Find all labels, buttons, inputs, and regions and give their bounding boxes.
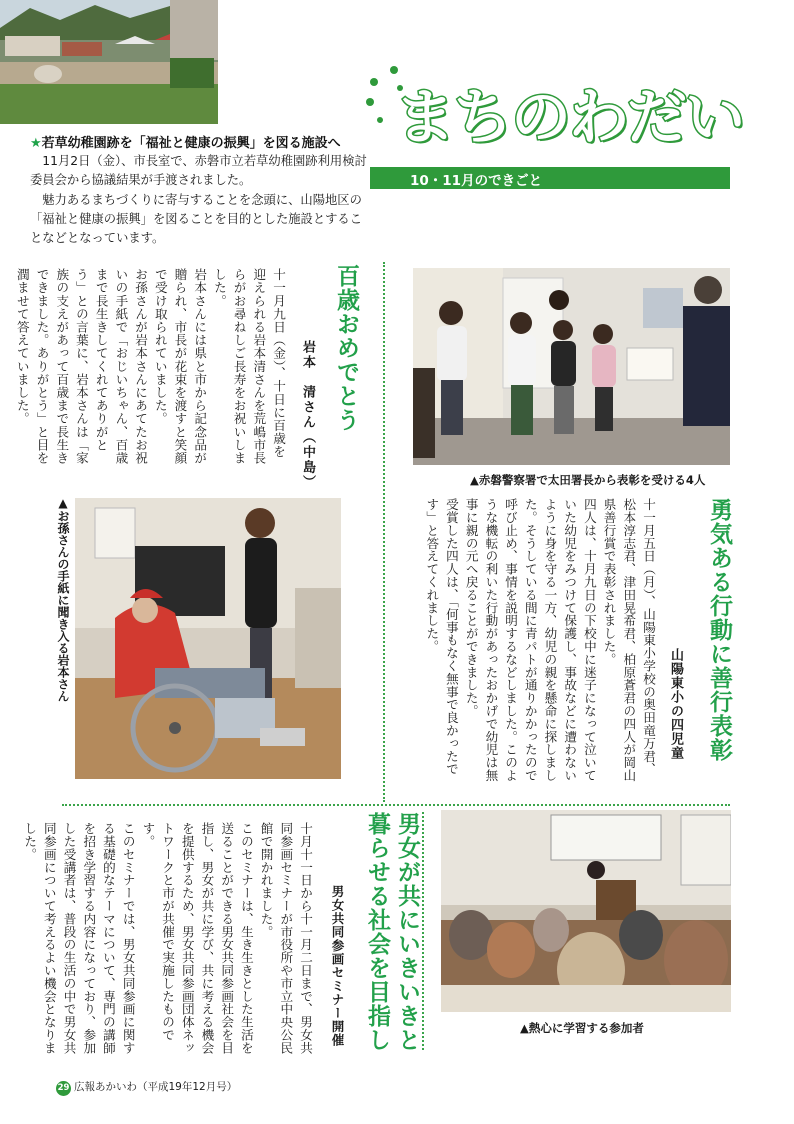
star-icon: ★ <box>30 136 42 151</box>
date-bar <box>370 167 730 189</box>
centenarian-photo <box>75 498 341 779</box>
centenarian-photo-caption: ▲お孫さんの手紙に聞き入る岩本さん <box>56 496 70 702</box>
centenarian-article-body <box>14 268 288 468</box>
column-divider <box>422 812 424 1050</box>
award-photo <box>413 268 730 465</box>
gooddeed-paragraph: 十一月五日（月）、山陽東小学校の奥田竜万君、松本淳志君、津田晃希君、柏原蒼君の四人が岡山県善行賞で表彰されました。 <box>601 498 656 782</box>
equality-article-body <box>22 822 315 1062</box>
seminar-photo <box>441 810 731 1012</box>
equality-title <box>362 812 422 1052</box>
equality-paragraph: 十月十一日から十一月二日まで、男女共同参画セミナーが市役所や市立中央公民館で開かれました。 <box>258 822 313 1055</box>
centenarian-subtitle: 岩本 清さん（中島） <box>300 340 315 490</box>
centenarian-paragraph: お孫さんが岩本さんにあてたお祝いの手紙で「おじいちゃん、百歳まで長生きしてくれてありがとう」との言葉に、岩本さんは「家族の支えがあって百歳まで長生きできました。ありがとう」と目を潤ませて答えていました。 <box>14 268 149 465</box>
centenarian-paragraph: 岩本さんには県と市から記念品が贈られ、市長が花束を渡すと笑顔で受け取られていました。 <box>152 268 208 465</box>
gooddeed-article-body <box>414 498 658 788</box>
gooddeed-title: 勇気ある行動に善行表彰 <box>706 498 732 762</box>
kindergarten-headline: ★若草幼稚園跡を「福祉と健康の振興」を図る施設へ <box>30 136 341 151</box>
page-footer <box>56 1079 237 1096</box>
award-photo-caption: ▲赤磐警察署で太田署長から表彰を受ける4人 <box>470 473 706 487</box>
page-title: まちのわだい <box>395 83 743 153</box>
equality-title-line: 暮らせる社会を目指し <box>364 812 390 1052</box>
equality-paragraph: このセミナーでは、男女共同参画に関する基礎的なテーマについて、専門の講師を招き学習する内容になっており、参加した受講者は、普段の生活の中で男女共同参画について考えるよい機会となりました。 <box>22 822 136 1055</box>
centenarian-title: 百歳おめでとう <box>333 264 359 432</box>
date-bar-label: 10・11月のできごと <box>410 173 543 189</box>
equality-paragraph: このセミナーは、生き生きとした生活を送ることができる男女共同参画社会を目指し、男女が共に学び、共に考える機会を提供するため、男女共同参画団体ネットワークと市が共催で実施したものです。 <box>140 822 254 1055</box>
page-number: 29 <box>56 1081 71 1096</box>
kindergarten-paragraph: 11月2日（金）、市長室で、赤磐市立若草幼稚園跡利用検討委員会から協議結果が手渡されました。 <box>30 154 367 188</box>
centenarian-paragraph: 十一月九日（金）、十日に百歳を迎えられる岩本清さんを荒嶋市長らがお尋ねしご長寿をお祝いしました。 <box>211 268 286 465</box>
section-divider <box>62 804 730 806</box>
kindergarten-photo <box>0 0 218 124</box>
kindergarten-paragraph: 魅力あるまちづくりに寄与することを念頭に、山陽地区の「福祉と健康の振興」を図ることを目的とした施設とすることなどとなっています。 <box>30 192 363 246</box>
equality-title-line: 男女が共にいきいきと <box>394 812 420 1052</box>
equality-subtitle: 男女共同参画セミナー開催 <box>330 885 345 1047</box>
publication-name: 広報あかいわ（平成19年12月号） <box>74 1081 238 1093</box>
gooddeed-paragraph: 受賞した四人は、「何事もなく無事で良かったです」と答えてくれました。 <box>424 498 459 776</box>
gooddeed-paragraph: 四人は、十月九日の下校中に迷子になって泣いていた幼児をみつけて保護し、事故などに遭わないように身を守る一方、幼児の親を懸命に探しました。そうしている間に青パトが通りかかったので呼び止め、事情を説明するなどしました。このような機転の利いた行動があったおかげで幼児は無事に親の元へ戻ることができました。 <box>463 498 597 782</box>
seminar-photo-caption: ▲熱心に学習する参加者 <box>520 1021 644 1035</box>
column-divider <box>383 262 385 802</box>
kindergarten-article-body <box>30 152 370 248</box>
gooddeed-subtitle: 山陽東小の四児童 <box>668 648 683 760</box>
